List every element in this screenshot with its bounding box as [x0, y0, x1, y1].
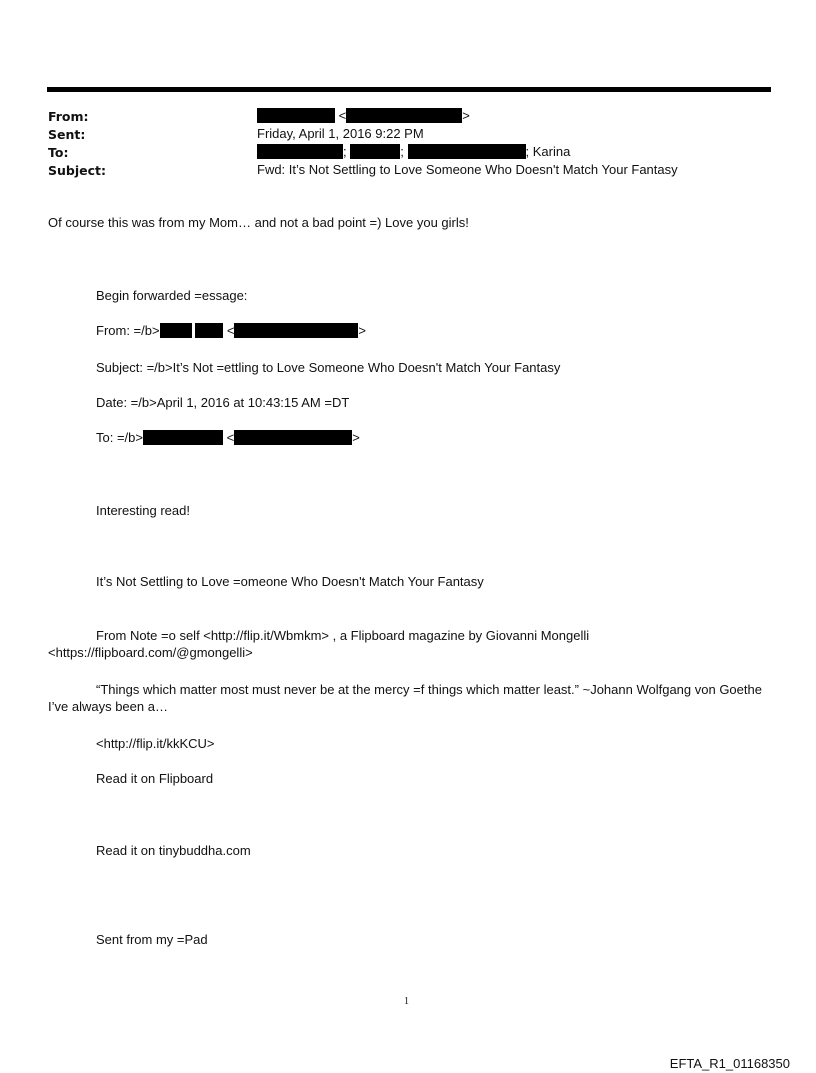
interesting-read: Interesting read! — [96, 503, 190, 518]
redaction-block — [160, 323, 192, 338]
read-on-tinybuddha[interactable]: Read it on tinybuddha.com — [96, 843, 251, 858]
redaction-block — [257, 144, 343, 159]
redaction-block — [346, 108, 462, 123]
redaction-block — [234, 323, 358, 338]
flip-link[interactable]: <http://flip.it/kkKCU> — [96, 736, 215, 751]
sent-from-line: Sent from my =Pad — [96, 932, 208, 947]
sent-label: Sent: — [48, 127, 86, 142]
to-label: To: — [48, 145, 69, 160]
to-value: ; ; ; Karina — [257, 144, 570, 159]
fwd-to-line: To: =/b> < > — [96, 430, 360, 445]
document-id: EFTA_R1_01168350 — [669, 1056, 790, 1071]
redaction-block — [350, 144, 400, 159]
fwd-subject-line: Subject: =/b>It’s Not =ettling to Love Someone Who Doesn't Match Your Fantasy — [96, 360, 561, 375]
from-note-paragraph: From Note =o self <http://flip.it/Wbmkm> , a Flipboard magazine by Giovanni Mongelli <https://flipboard.com/@gmongelli> — [48, 628, 590, 660]
quote-paragraph: “Things which matter most must never be at the mercy =f things which matter least.” ~Johann Wolfgang von Goethe I’ve always been a… — [48, 682, 762, 714]
redaction-block — [143, 430, 223, 445]
redaction-block — [234, 430, 352, 445]
from-value: < > — [257, 108, 470, 123]
redaction-block — [195, 323, 223, 338]
page-number: 1 — [404, 996, 409, 1007]
subject-value: Fwd: It’s Not Settling to Love Someone Who Doesn't Match Your Fantasy — [257, 162, 678, 177]
article-title: It’s Not Settling to Love =omeone Who Doesn't Match Your Fantasy — [96, 574, 484, 589]
intro-text: Of course this was from my Mom… and not a bad point =) Love you girls! — [48, 215, 469, 230]
from-label: From: — [48, 109, 89, 124]
header-rule — [47, 87, 771, 92]
fwd-date-line: Date: =/b>April 1, 2016 at 10:43:15 AM =DT — [96, 395, 350, 410]
begin-forwarded: Begin forwarded =essage: — [96, 288, 248, 303]
fwd-from-line: From: =/b> < > — [96, 323, 367, 338]
sent-value: Friday, April 1, 2016 9:22 PM — [257, 126, 424, 141]
read-on-flipboard[interactable]: Read it on Flipboard — [96, 771, 214, 786]
subject-label: Subject: — [48, 163, 106, 178]
redaction-block — [257, 108, 335, 123]
redaction-block — [408, 144, 526, 159]
